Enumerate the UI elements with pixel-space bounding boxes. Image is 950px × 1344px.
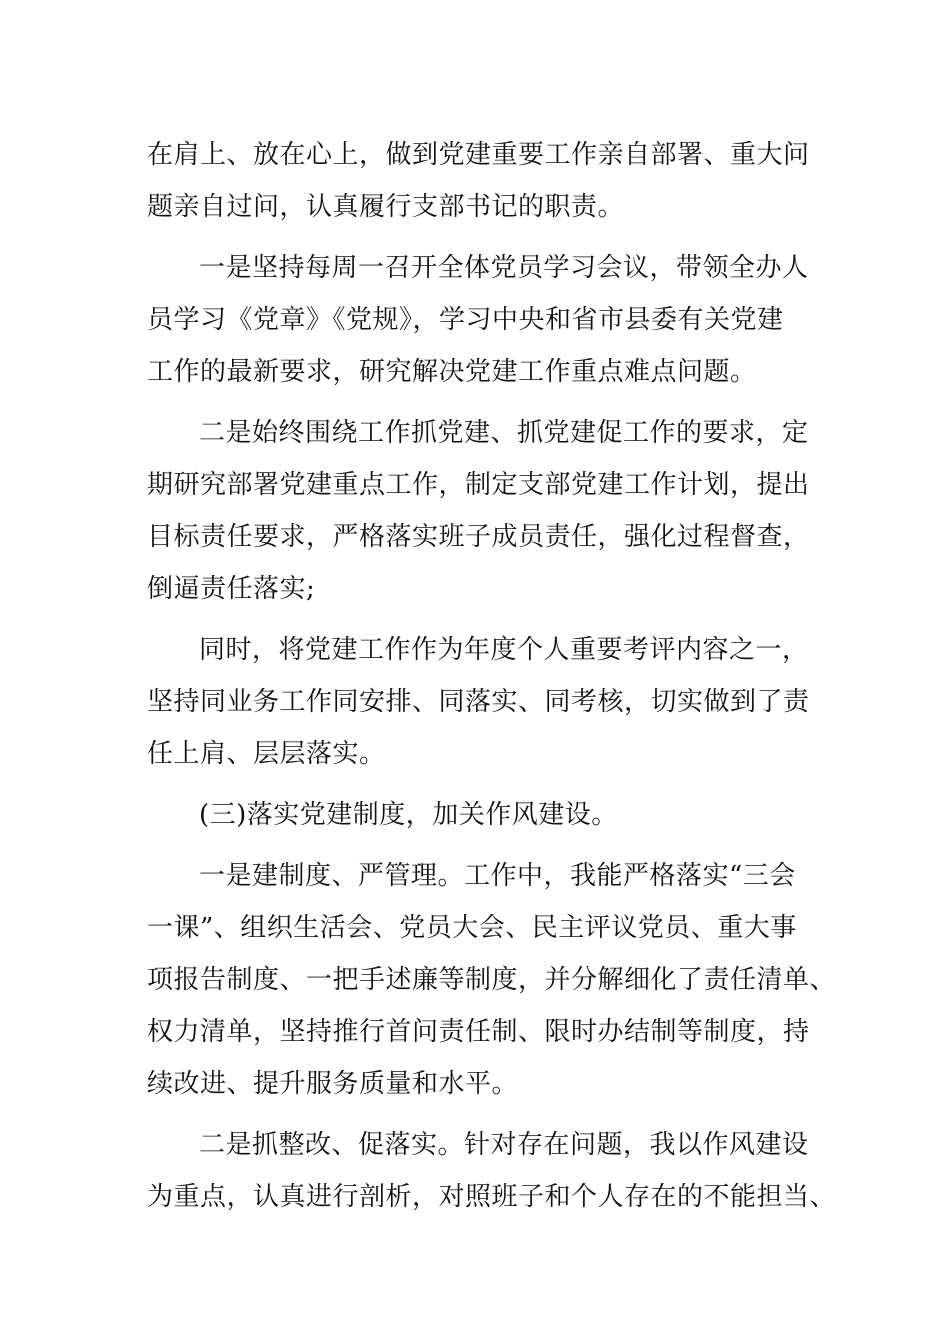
text-line: 目标责任要求，严格落实班子成员责任，强化过程督查， <box>147 522 810 552</box>
paragraph-5 <box>147 850 837 1110</box>
paragraph-1 <box>147 129 810 233</box>
text-line: 二是始终围绕工作抓党建、抓党建促工作的要求，定 <box>199 418 809 448</box>
paragraph-2 <box>147 242 809 398</box>
text-line: 一是坚持每周一召开全体党员学习会议，带领全办人 <box>199 253 809 283</box>
text-line: 续改进、提升服务质量和水平。 <box>147 1069 519 1099</box>
text-line: 同时，将党建工作作为年度个人重要考评内容之一， <box>199 635 809 665</box>
document-body <box>147 129 837 1232</box>
text-line: 在肩上、放在心上，做到党建重要工作亲自部署、重大问 <box>147 140 810 170</box>
paragraph-6 <box>147 1119 837 1223</box>
paragraph-3 <box>147 407 810 615</box>
text-line: 员学习《党章》《党规》，学习中央和省市县委有关党建 <box>147 305 784 335</box>
text-line: 任上肩、层层落实。 <box>147 739 386 769</box>
heading-line: (三)落实党建制度，加关作风建设。 <box>199 800 618 830</box>
text-line: 项报告制度、一把手述廉等制度，并分解细化了责任清单、 <box>147 965 837 995</box>
text-line: 倒逼责任落实; <box>147 574 316 604</box>
text-line: 工作的最新要求，研究解决党建工作重点难点问题。 <box>147 357 757 387</box>
text-line: 一是建制度、严管理。工作中，我能严格落实“三会 <box>199 861 796 891</box>
section-heading <box>147 789 797 841</box>
text-line: 题亲自过问，认真履行支部书记的职责。 <box>147 192 625 222</box>
text-line: 一课”、组织生活会、党员大会、民主评议党员、重大事 <box>147 913 797 943</box>
paragraph-4 <box>147 624 810 780</box>
text-line: 期研究部署党建重点工作，制定支部党建工作计划，提出 <box>147 470 810 500</box>
text-line: 坚持同业务工作同安排、同落实、同考核，切实做到了责 <box>147 687 810 717</box>
text-line: 为重点，认真进行剖析，对照班子和个人存在的不能担当、 <box>147 1182 837 1212</box>
text-line: 二是抓整改、促落实。针对存在问题，我以作风建设 <box>199 1130 809 1160</box>
text-line: 权力清单，坚持推行首问责任制、限时办结制等制度，持 <box>147 1017 810 1047</box>
